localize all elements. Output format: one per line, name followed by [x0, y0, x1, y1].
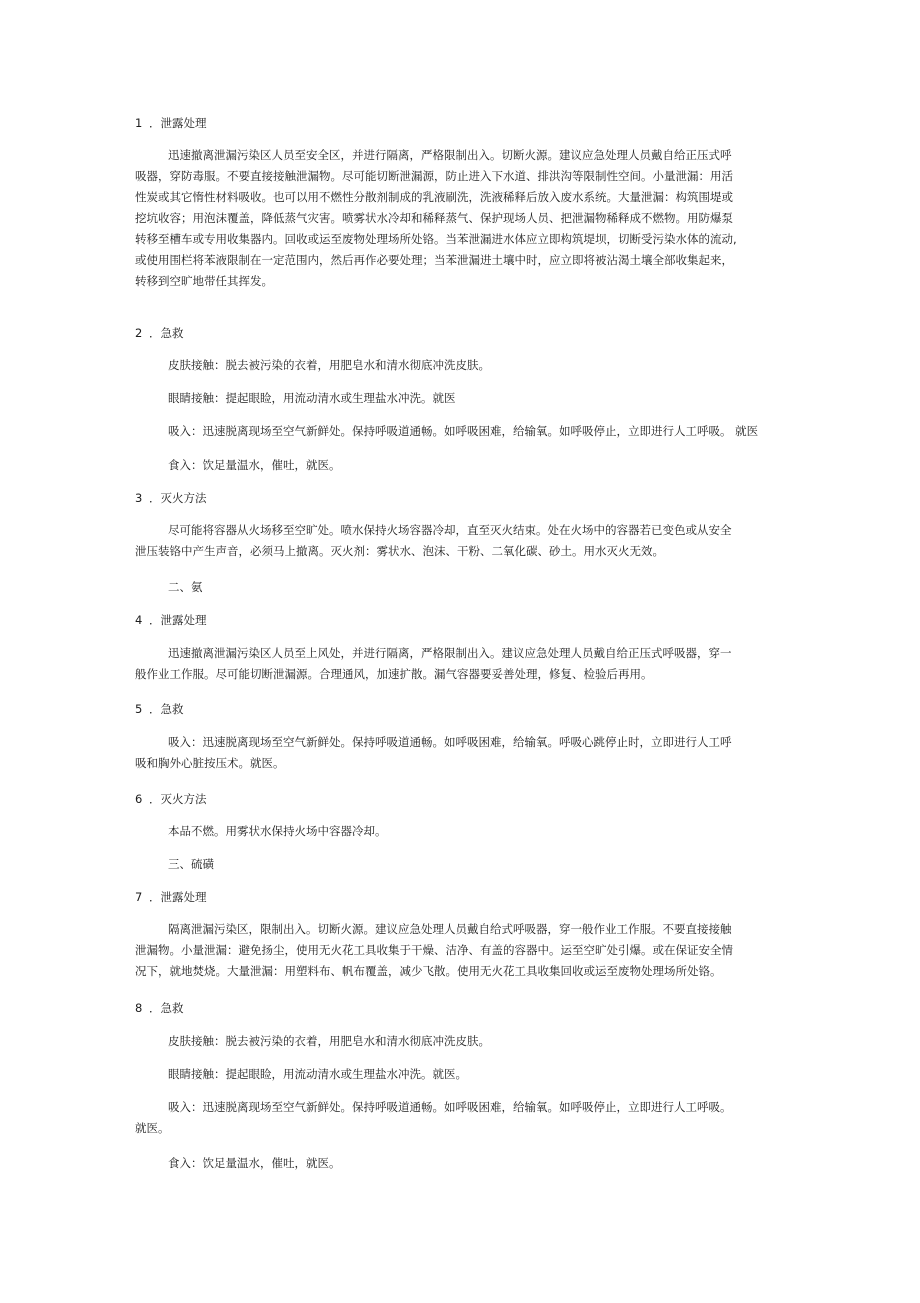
paragraph: 皮肤接触：脱去被污染的衣着，用肥皂水和清水彻底冲洗皮肤。: [168, 358, 490, 372]
paragraph: 隔离泄漏污染区，限制出入。切断火源。建议应急处理人员戴自给式呼吸器，穿一般作业工作服。不要直接接触 泄漏物。小量泄漏：避免扬尘，使用无火花工具收集于干燥、洁净、有盖的容器中。运至空旷处引爆。或在保证安全情 况下，就地焚烧。大量泄漏：用塑料布、帆布覆盖，减少飞散。使用无火花工具收集回收或运至废物处理场所处铬。: [135, 922, 733, 978]
section-heading: 7 ．泄露处理: [135, 890, 207, 904]
section-heading: 6 ．灭火方法: [135, 792, 207, 806]
paragraph: 本品不燃。用雾状水保持火场中容器冷却。: [168, 824, 387, 838]
paragraph: 眼睛接触：提起眼睑，用流动清水或生理盐水冲洗。就医。: [168, 1067, 467, 1081]
section-heading: 8 ．急救: [135, 1001, 184, 1015]
paragraph: 食入：饮足量温水，催吐，就医。: [168, 1156, 341, 1170]
section-heading: 2 ．急救: [135, 326, 184, 340]
section-heading: 3 ．灭火方法: [135, 491, 207, 505]
paragraph: 吸入：迅速脱离现场至空气新鲜处。保持呼吸道通畅。如呼吸困难，给输氧。呼吸心跳停止时，立即进行人工呼 吸和胸外心脏按压术。就医。: [135, 735, 732, 770]
paragraph: 吸入：迅速脱离现场至空气新鲜处。保持呼吸道通畅。如呼吸困难，给输氧。如呼吸停止，立即进行人工呼吸。 就医: [168, 424, 759, 438]
paragraph: 尽可能将容器从火场移至空旷处。喷水保持火场容器冷却，直至灭火结束。处在火场中的容器若已变色或从安全 泄压装铬中产生声音，必须马上撤离。灭火剂：雾状水、泡沫、干粉、二氧化碳、砂土。用水灭火无效。: [135, 523, 732, 558]
paragraph: 眼睛接触：提起眼睑，用流动清水或生理盐水冲洗。就医: [168, 391, 456, 405]
paragraph: 迅速撤离泄漏污染区人员至上风处，并进行隔离，严格限制出入。建议应急处理人员戴自给正压式呼吸器，穿一 般作业工作服。尽可能切断泄漏源。合理通风，加速扩散。漏气容器要妥善处理，修复、检验后再用。: [135, 646, 732, 681]
paragraph: 食入：饮足量温水，催吐，就医。: [168, 458, 341, 472]
section-heading: 5 ．急救: [135, 702, 184, 716]
paragraph: 皮肤接触：脱去被污染的衣着，用肥皂水和清水彻底冲洗皮肤。: [168, 1034, 490, 1048]
paragraph: 迅速撤离泄漏污染区人员至安全区，并进行隔离，严格限制出入。切断火源。建议应急处理人员戴自给正压式呼 吸器，穿防毒服。不要直接接触泄漏物。尽可能切断泄漏源，防止进入下水道、排洪沟等限制性空间。小量泄漏：用活 性炭或其它惰性材料吸收。也可以用不燃性分散剂制成的乳液刷洗，洗液稀释后放入废水系统。大量泄漏：构筑围堤或 挖坑收容；用泡沫覆盖，降低蒸气灾害。喷雾状水冷却和稀释蒸气、保护现场人员、把泄漏物稀释成不燃物。用防爆泵 转移至槽车或专用收集器内。回收或运至废物处理场所处铬。当苯泄漏进水体应立即构筑堤坝，切断受污染水体的流动, 或使用围栏将苯液限制在一定范围内，然后再作必要处理；当苯泄漏进土壤中时，应立即将被沾渴土壤全部收集起来， 转移到空旷地带任其挥发。: [135, 148, 737, 288]
section-heading: 4 ．泄露处理: [135, 613, 207, 627]
paragraph: 吸入：迅速脱离现场至空气新鲜处。保持呼吸道通畅。如呼吸困难，给输氧。如呼吸停止，立即进行人工呼吸。 就医。: [135, 1100, 732, 1135]
section-heading: 1 ．泄露处理: [135, 116, 207, 130]
section-heading: 二、氨: [168, 580, 203, 594]
section-heading: 三、硫磺: [168, 857, 214, 871]
